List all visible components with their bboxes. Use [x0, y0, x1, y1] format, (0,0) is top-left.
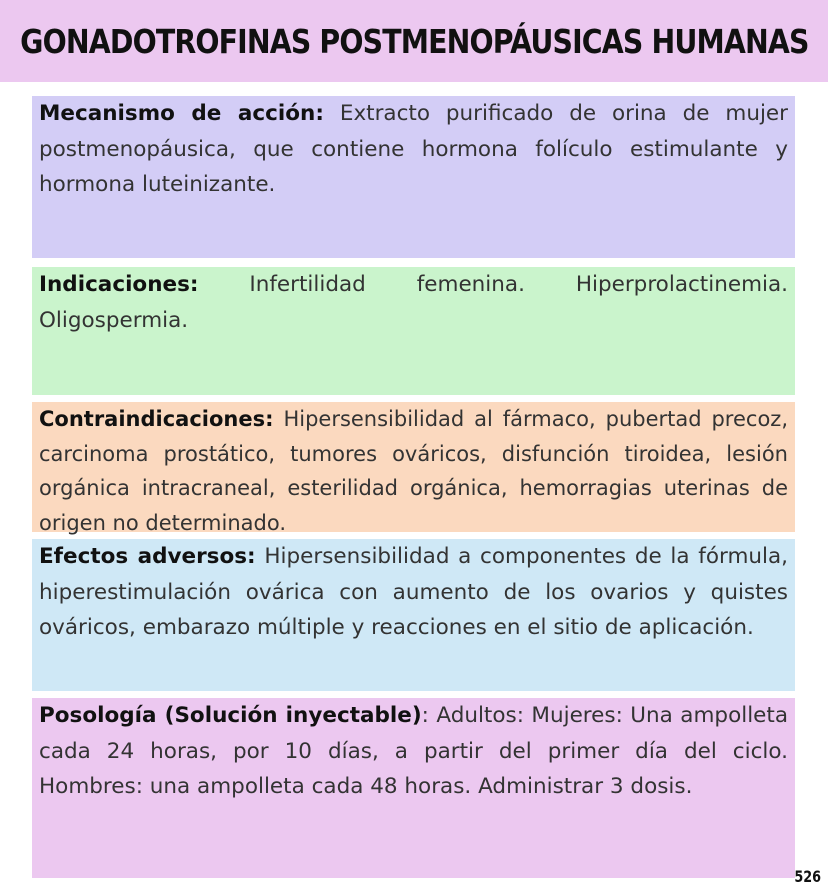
- section-text: Infertilidad femenina. Hiperprolactinemia. Oligospermia.: [39, 272, 788, 333]
- section-posologia: [32, 698, 795, 878]
- page-header: [0, 0, 828, 82]
- page-title: GONADOTROFINAS POSTMENOPÁUSICAS HUMANAS: [19, 21, 809, 61]
- page-number: 526: [793, 867, 821, 886]
- section-mecanismo: [32, 96, 795, 258]
- section-efectos-adversos: [32, 539, 795, 691]
- section-label: Efectos adversos:: [39, 544, 256, 569]
- section-label: Contraindicaciones:: [39, 407, 274, 431]
- section-text: Extracto purificado de orina de mujer postmenopáusica, que contiene hormona folículo estimulante y hormona luteinizante.: [39, 101, 788, 197]
- section-label: Mecanismo de acción:: [39, 101, 324, 126]
- section-label: Indicaciones:: [39, 272, 199, 297]
- section-contraindicaciones: [32, 402, 795, 535]
- section-text: Hipersensibilidad a componentes de la fórmula, hiperestimulación ovárica con aumento de los ovarios y quistes ováricos, embarazo múltiple y reacciones en el sitio de aplicación.: [39, 544, 789, 640]
- section-indicaciones: [32, 267, 795, 395]
- section-label: Posología (Solución inyectable): [39, 703, 422, 728]
- section-text: : Adultos: Mujeres: Una ampolleta cada 24 horas, por 10 días, a partir del primer día del ciclo. Hombres: una ampolleta cada 48 horas. Administrar 3 dosis.: [39, 703, 788, 799]
- section-text: Hipersensibilidad al fármaco, pubertad precoz, carcinoma prostático, tumores ováricos, disfunción tiroidea, lesión orgánica intracraneal, esterilidad orgánica, hemorragias uterinas de origen no determinado.: [39, 407, 788, 535]
